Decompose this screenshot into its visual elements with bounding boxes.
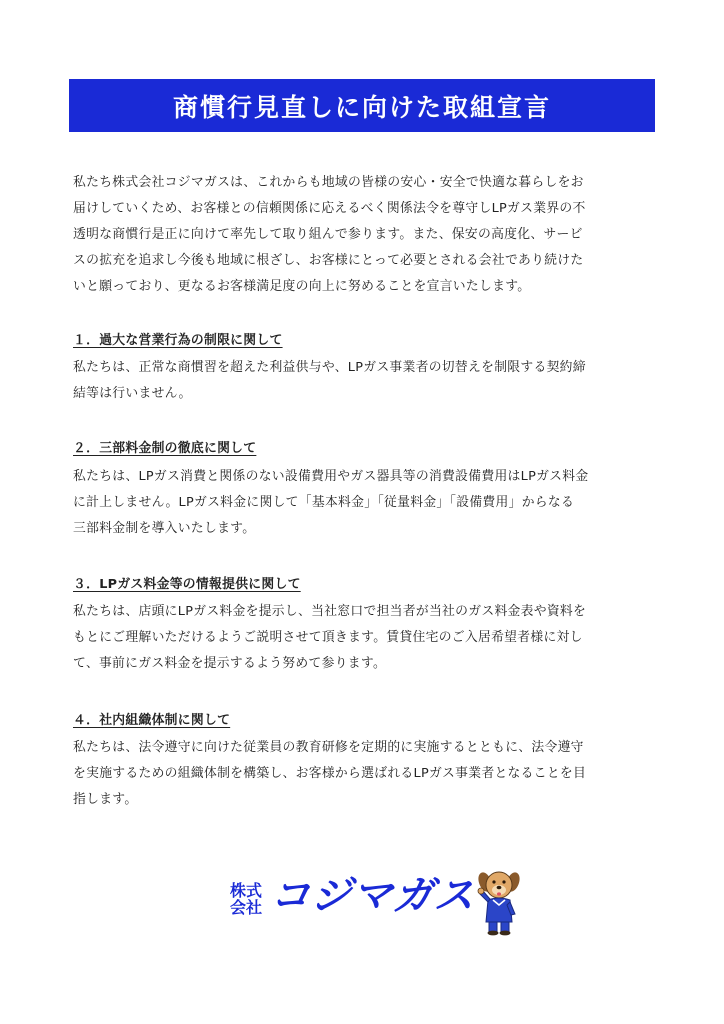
section-line: 私たちは、法令遵守に向けた従業員の教育研修を定期的に実施するとともに、法令遵守 bbox=[73, 740, 584, 755]
section-line: 私たちは、正常な商慣習を超えた利益供与や、LPガス事業者の切替えを制限する契約締 bbox=[73, 360, 586, 375]
section-heading: ３．LPガス料金等の情報提供に関して bbox=[73, 577, 301, 592]
section-line: 私たちは、店頭にLPガス料金を提示し、当社窓口で担当者が当社のガス料金表や資料を bbox=[73, 604, 587, 619]
intro-line: いと願っており、更なるお客様満足度の向上に努めることを宣言いたします。 bbox=[73, 279, 531, 294]
section-heading: １．過大な営業行為の制限に関して bbox=[73, 333, 283, 348]
intro-paragraph bbox=[73, 170, 653, 300]
dog-mascot-icon bbox=[476, 868, 522, 936]
logo-kaisha bbox=[224, 882, 268, 916]
section-heading: ２．三部料金制の徹底に関して bbox=[73, 441, 257, 456]
page-title: 商慣行見直しに向けた取組宣言 bbox=[172, 92, 551, 122]
intro-line: 私たち株式会社コジマガスは、これからも地域の皆様の安心・安全で快適な暮らしをお bbox=[73, 175, 584, 190]
section-line: 三部料金制を導入いたします。 bbox=[73, 521, 256, 536]
section-line: 指します。 bbox=[73, 792, 138, 807]
title-banner bbox=[69, 79, 655, 132]
logo-kaisha-top: 株式 bbox=[229, 881, 262, 900]
section-body bbox=[73, 464, 653, 542]
section-line: もとにご理解いただけるようご説明させて頂きます。賃貸住宅のご入居希望者様に対し bbox=[73, 630, 583, 645]
intro-line: 届けしていくため、お客様との信頼関係に応えるべく関係法令を尊守しLPガス業界の不 bbox=[73, 201, 586, 216]
section-body bbox=[73, 599, 653, 677]
company-logo bbox=[224, 868, 524, 938]
logo-name: コジマガス bbox=[268, 873, 477, 919]
section-heading: ４．社内組織体制に関して bbox=[73, 713, 231, 728]
intro-line: スの拡充を追求し今後も地域に根ざし、お客様にとって必要とされる会社であり続けた bbox=[73, 253, 584, 268]
intro-line: 透明な商慣行是正に向けて率先して取り組んで参ります。また、保安の高度化、サービ bbox=[73, 227, 583, 242]
section-body bbox=[73, 355, 653, 407]
section-line: に計上しません。LPガス料金に関して「基本料金」「従量料金」「設備費用」からなる bbox=[73, 495, 575, 510]
logo-kaisha-bottom: 会社 bbox=[229, 898, 262, 917]
section-line: 結等は行いません。 bbox=[73, 386, 192, 401]
section-line: て、事前にガス料金を提示するよう努めて参ります。 bbox=[73, 656, 387, 671]
section-body bbox=[73, 735, 653, 813]
section-line: 私たちは、LPガス消費と関係のない設備費用やガス器具等の消費設備費用はLPガス料金 bbox=[73, 469, 589, 484]
section-line: を実施するための組織体制を構築し、お客様から選ばれるLPガス事業者となることを目 bbox=[73, 766, 587, 781]
